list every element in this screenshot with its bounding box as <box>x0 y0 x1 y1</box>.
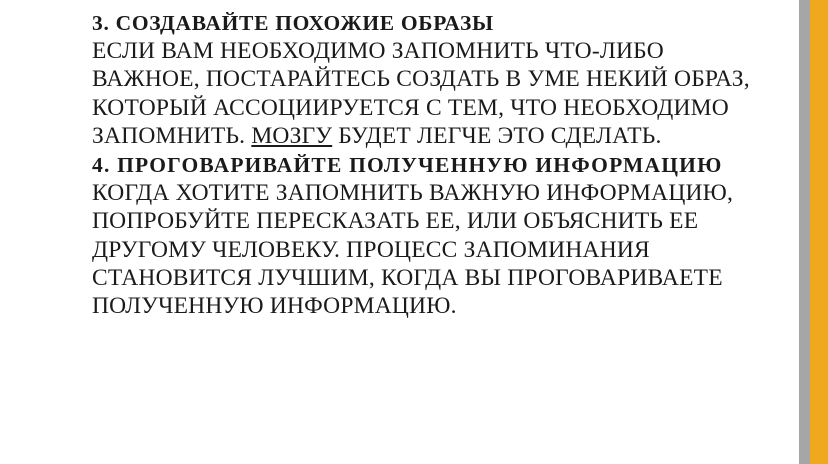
decorative-gray-bar <box>799 0 810 464</box>
paragraph-item-4: КОГДА ХОТИТЕ ЗАПОМНИТЬ ВАЖНУЮ ИНФОРМАЦИЮ, ПОПРОБУЙТЕ ПЕРЕСКАЗАТЬ ЕЕ, ИЛИ ОБЪЯСНИТЬ ЕЕ ДРУГОМУ ЧЕЛОВЕКУ. ПРОЦЕСС ЗАПОМИНАНИЯ СТАНОВИТСЯ ЛУЧШИМ, КОГДА ВЫ ПРОГОВАРИВАЕТЕ ПОЛУЧЕННУЮ ИНФОРМАЦИЮ. <box>92 180 734 320</box>
slide-content <box>92 10 774 321</box>
paragraph-item-3-before: ЕСЛИ ВАМ НЕОБХОДИМО ЗАПОМНИТЬ ЧТО-ЛИБО ВАЖНОЕ, ПОСТАРАЙТЕСЬ СОЗДАТЬ В УМЕ НЕКИЙ ОБРАЗ, КОТОРЫЙ АССОЦИИРУЕТСЯ С ТЕМ, ЧТО НЕОБХОДИМО ЗАПОМНИТЬ. <box>92 38 750 149</box>
paragraph-item-3-after: БУДЕТ ЛЕГЧЕ ЭТО СДЕЛАТЬ. <box>332 122 662 149</box>
heading-item-3: 3. СОЗДАВАЙТЕ ПОХОЖИЕ ОБРАЗЫ <box>92 11 494 35</box>
heading-item-4: 4. ПРОГОВАРИВАЙТЕ ПОЛУЧЕННУЮ ИНФОРМАЦИЮ <box>92 153 723 178</box>
paragraph-item-3-underlined: МОЗГУ <box>251 122 333 149</box>
decorative-orange-bar <box>810 0 828 464</box>
paragraph-item-3 <box>92 37 774 150</box>
